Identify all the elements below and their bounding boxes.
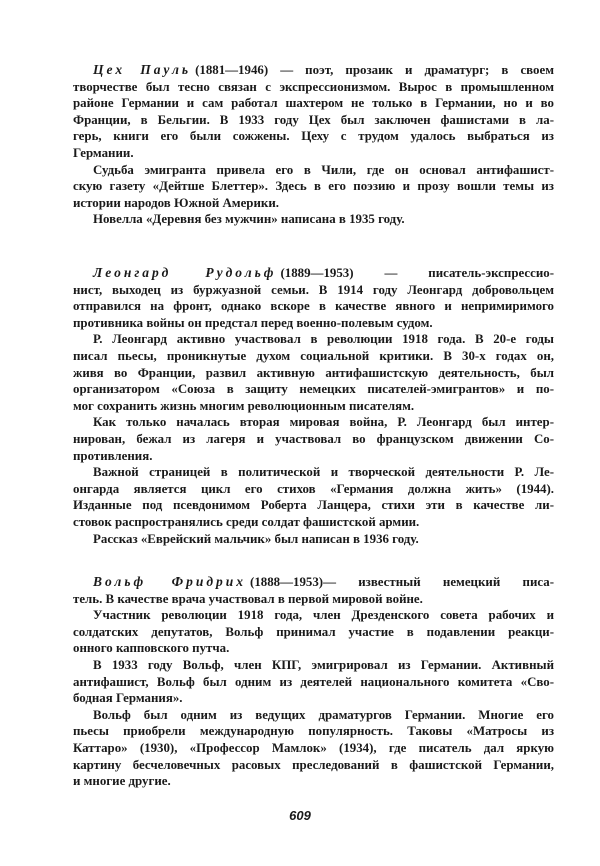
line-text: онгарда является цикл его стихов «Германия должна жить» (1944). xyxy=(73,481,554,496)
line-text: (1888—1953)— известный немецкий писа- xyxy=(250,575,554,589)
paragraph xyxy=(73,607,554,657)
paragraph xyxy=(73,211,554,228)
text-line xyxy=(73,624,554,641)
entry-wolf-friedrich xyxy=(73,574,554,790)
entry-author-name: Цех Пауль xyxy=(93,62,192,77)
text-line xyxy=(73,531,554,548)
text-line xyxy=(73,62,554,79)
line-text: Судьба эмигранта привела его в Чили, где он основал антифашист- xyxy=(93,162,554,177)
paragraph xyxy=(73,707,554,790)
line-text: Рассказ «Еврейский мальчик» был написан в 1936 году. xyxy=(93,531,419,546)
line-text: Участник революции 1918 года, член Дрезденского совета рабочих и xyxy=(93,608,554,623)
line-text: антифашист, Вольф был одним из деятелей национального комитета «Сво- xyxy=(73,674,554,689)
line-text: писал пьесы, проникнутые духом социальной критики. В 30-х годах он, xyxy=(73,348,554,363)
text-line xyxy=(73,315,554,332)
line-text: организатором «Союза в защиту немецких писателей-эмигрантов» и по- xyxy=(73,382,554,397)
text-line xyxy=(73,298,554,315)
text-line xyxy=(73,282,554,299)
line-text: нист, выходец из буржуазной семьи. В 1914 году Леонгард добровольцем xyxy=(73,282,554,297)
text-line xyxy=(73,112,554,129)
line-text: Новелла «Деревня без мужчин» написана в 1935 году. xyxy=(93,212,405,227)
text-line xyxy=(73,497,554,514)
text-line xyxy=(73,514,554,531)
text-line xyxy=(73,365,554,382)
line-text: Вольф был одним из ведущих драматургов Германии. Многие его xyxy=(93,707,554,722)
text-line xyxy=(73,431,554,448)
text-line xyxy=(73,265,554,282)
text-line xyxy=(73,674,554,691)
text-line xyxy=(73,195,554,212)
text-line xyxy=(73,740,554,757)
text-line xyxy=(73,464,554,481)
text-line xyxy=(73,657,554,674)
line-text: противления. xyxy=(73,448,153,463)
paragraph xyxy=(73,464,554,530)
text-line xyxy=(73,757,554,774)
line-text: солдатских депутатов, Вольф принимал участие в подавлении реакци- xyxy=(73,624,554,639)
line-text: (1881—1946) — поэт, прозаик и драматург; в своем xyxy=(195,63,554,77)
line-text: районе Германии и сам работал шахтером не только в Германии, но и во xyxy=(73,96,554,111)
text-line xyxy=(73,481,554,498)
paragraph xyxy=(73,414,554,464)
text-line xyxy=(73,773,554,790)
line-text: мог сохранить жизнь многим революционным писателям. xyxy=(73,398,415,413)
paragraph xyxy=(73,574,554,607)
line-text: скую газету «Дейтше Блеттер». Здесь в его поэзию и прозу вошли темы из xyxy=(73,179,554,194)
line-text: пьесы приобрели международную популярность. Таковы «Матросы из xyxy=(73,724,554,739)
text-line xyxy=(73,145,554,162)
line-text: живя во Франции, развил активную антифашистскую деятельность, был xyxy=(73,365,554,380)
text-line xyxy=(73,640,554,657)
entry-zech-paul xyxy=(73,62,554,228)
paragraph xyxy=(73,162,554,212)
line-text: творчестве был тесно связан с экспрессионизмом. Вырос в промышленном xyxy=(73,79,554,94)
line-text: нирован, бежал из лагеря и участвовал во французском движении Со- xyxy=(73,431,554,446)
text-line xyxy=(73,381,554,398)
line-text: картину бесчеловечных расовых преследований в фашистской Германии, xyxy=(73,757,554,772)
text-line xyxy=(73,607,554,624)
line-text: Важной страницей в политической и творческой деятельности Р. Ле- xyxy=(93,465,554,480)
line-text: истории народов Южной Америки. xyxy=(73,195,279,210)
line-text: герь, книги его были сожжены. Цеху с трудом удалось выбраться из xyxy=(73,129,554,144)
line-text: отправился на фронт, однако вскоре в качестве явного и непримиримого xyxy=(73,299,554,314)
text-line xyxy=(73,690,554,707)
paragraph xyxy=(73,265,554,331)
line-text: тель. В качестве врача участвовал в первой мировой войне. xyxy=(73,591,423,606)
line-text: Германии. xyxy=(73,145,134,160)
line-text: Как только началась вторая мировая война, Р. Леонгард был интер- xyxy=(93,415,554,430)
text-line xyxy=(73,348,554,365)
line-text: (1889—1953) — писатель-экспрессио- xyxy=(280,266,554,280)
line-text: и многие другие. xyxy=(73,774,171,789)
paragraph xyxy=(73,331,554,414)
line-text: Каттаро» (1930), «Профессор Мамлок» (1934), где писатель дал яркую xyxy=(73,740,554,755)
line-text: Изданные под псевдонимом Роберта Ланцера, стихи эти в качестве ли- xyxy=(73,498,554,513)
text-line xyxy=(73,79,554,96)
text-line xyxy=(73,707,554,724)
text-line xyxy=(73,178,554,195)
line-text: В 1933 году Вольф, член КПГ, эмигрировал из Германии. Активный xyxy=(93,657,554,672)
text-line xyxy=(73,723,554,740)
text-line xyxy=(73,331,554,348)
paragraph xyxy=(73,657,554,707)
text-line xyxy=(73,95,554,112)
line-text: стовок распространялись среди солдат фашистской армии. xyxy=(73,514,420,529)
line-text: Р. Леонгард активно участвовал в революции 1918 года. В 20-е годы xyxy=(93,332,554,347)
entry-author-name: Вольф Фридрих xyxy=(93,574,247,589)
line-text: Франции, в Бельгии. В 1933 году Цех был заключен фашистами в ла- xyxy=(73,112,554,127)
paragraph xyxy=(73,531,554,548)
entry-author-name: Леонгард Рудольф xyxy=(93,265,277,280)
text-line xyxy=(73,128,554,145)
line-text: противника войны он предстал перед военно-полевым судом. xyxy=(73,315,433,330)
line-text: онного капповского путча. xyxy=(73,641,230,656)
text-line xyxy=(73,162,554,179)
line-text: бодная Германия». xyxy=(73,691,183,706)
page-number: 609 xyxy=(289,808,311,823)
text-line xyxy=(73,448,554,465)
entry-leonhard-rudolf xyxy=(73,265,554,547)
text-line xyxy=(73,211,554,228)
paragraph xyxy=(73,62,554,162)
text-line xyxy=(73,414,554,431)
text-line xyxy=(73,398,554,415)
text-line xyxy=(73,591,554,608)
text-line xyxy=(73,574,554,591)
